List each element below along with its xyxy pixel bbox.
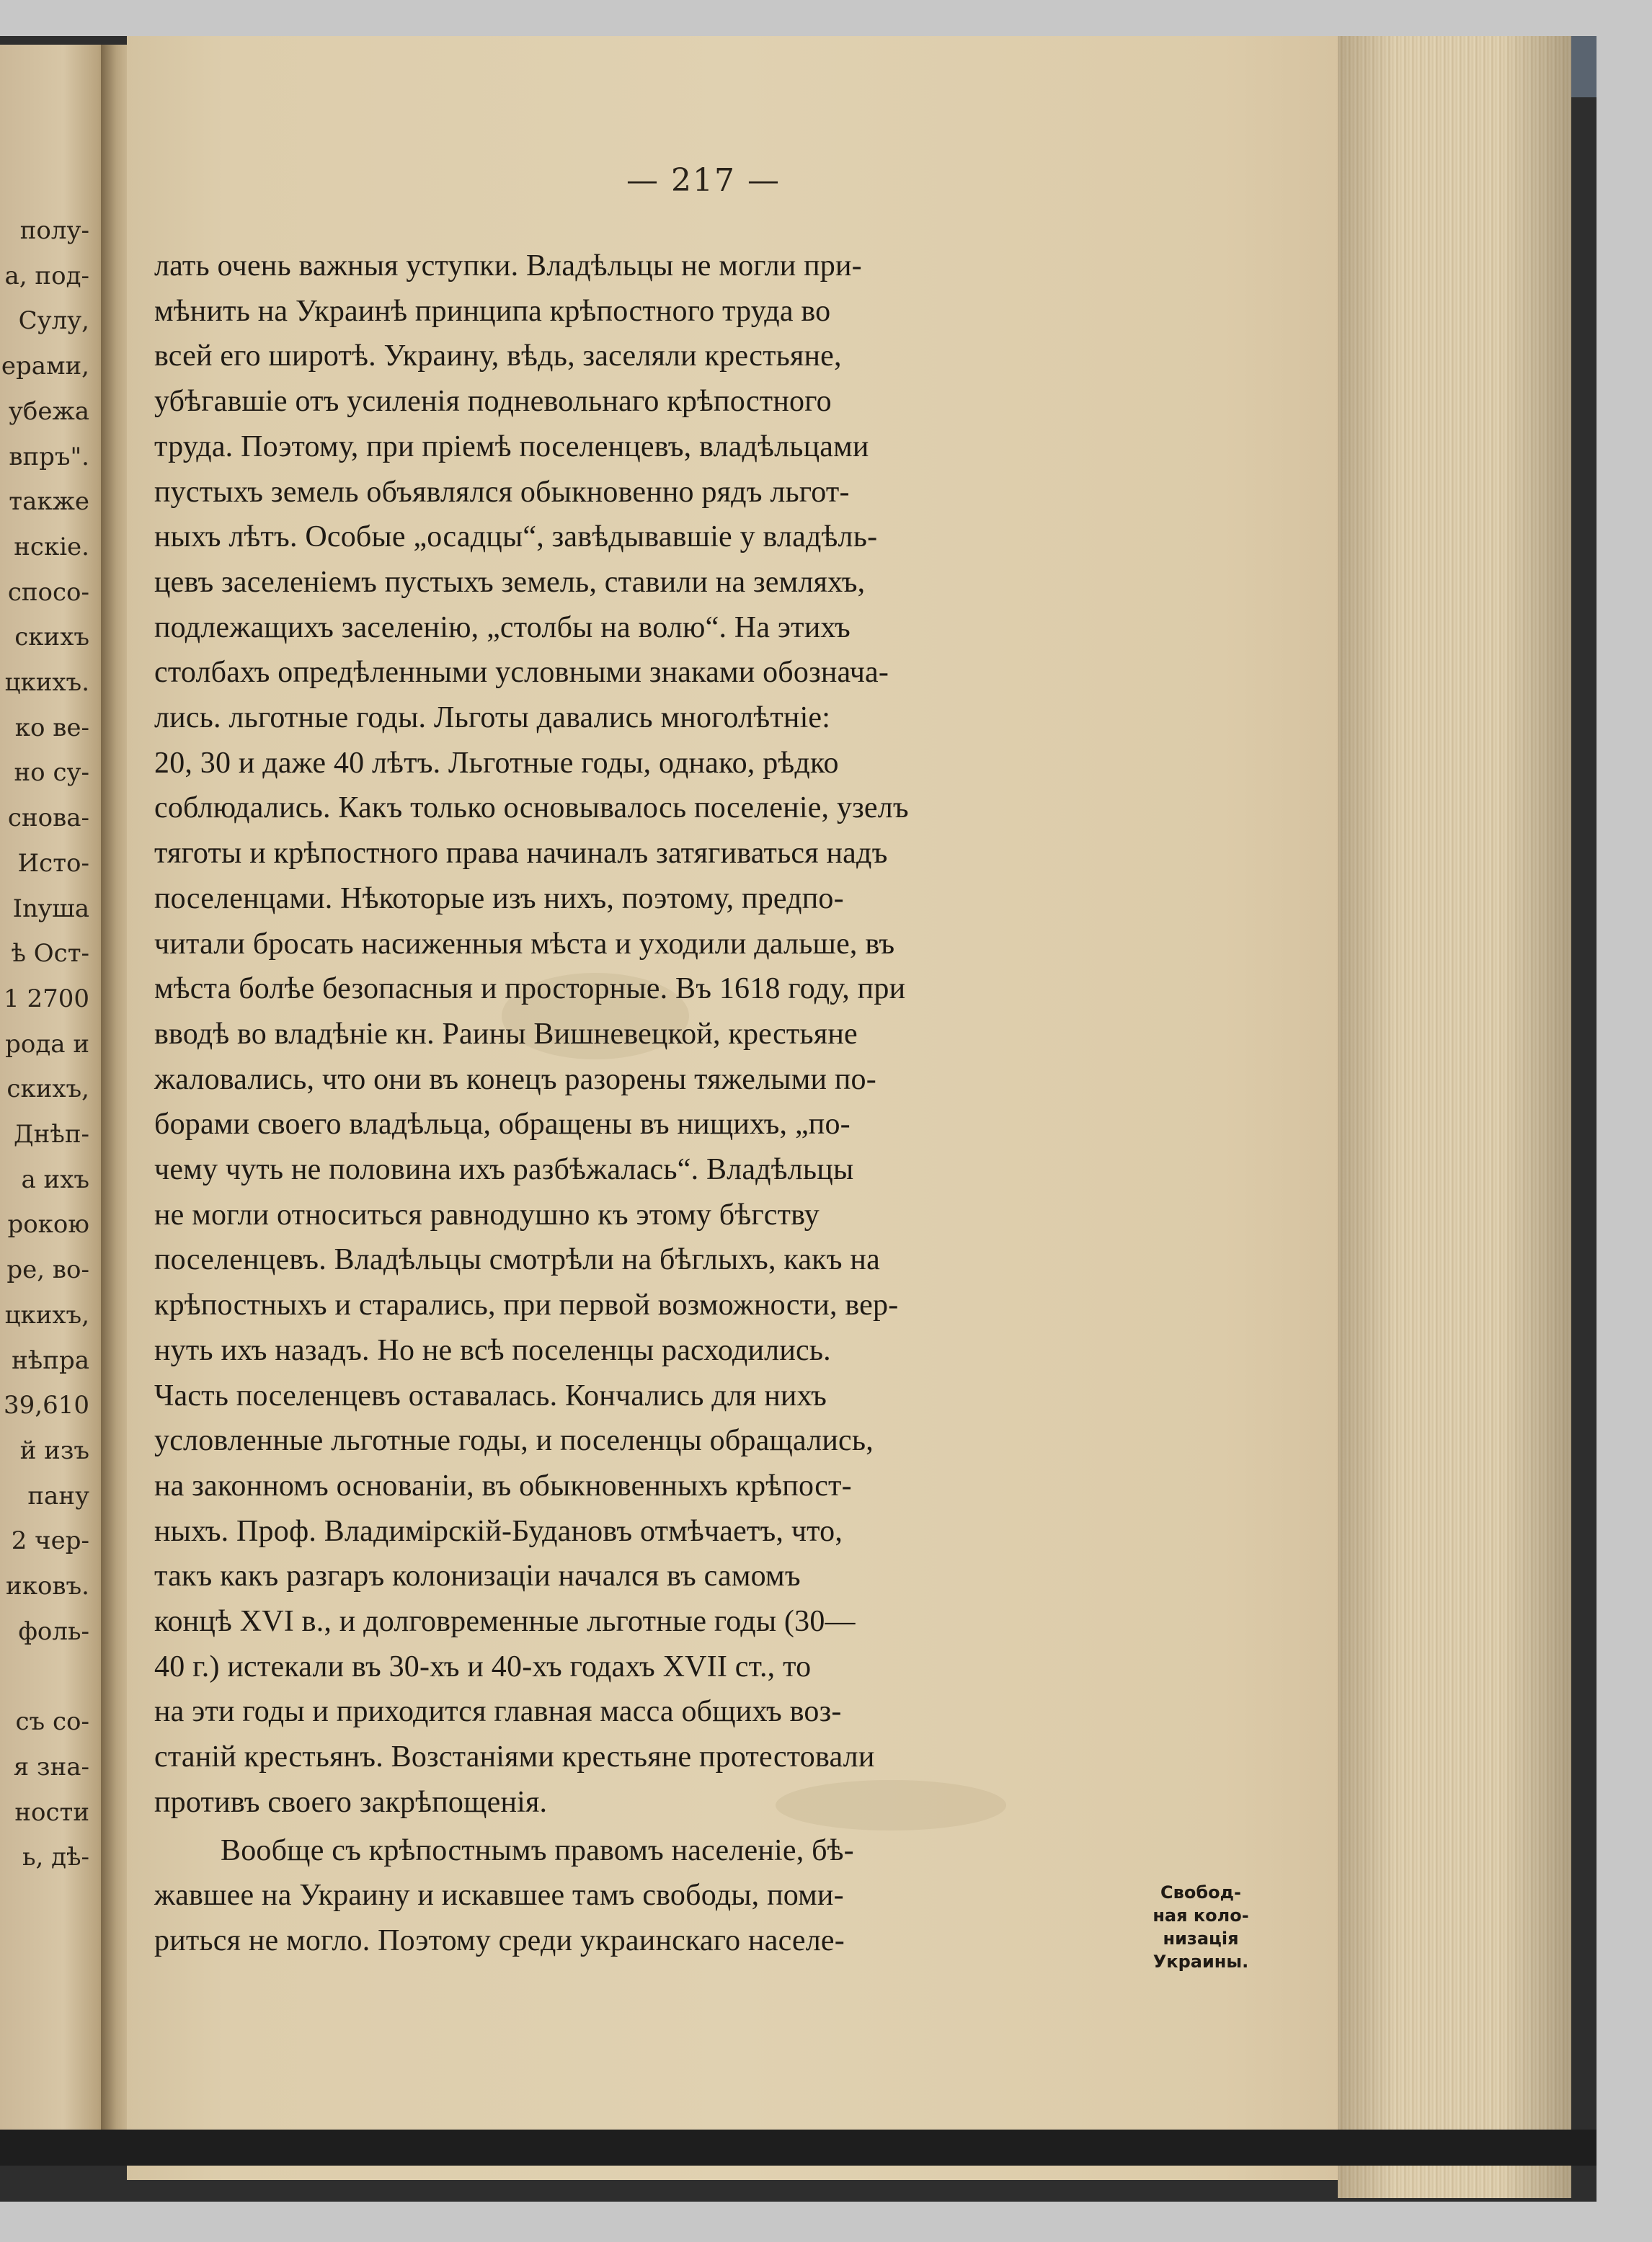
left-page-line: Сулу, <box>18 306 89 336</box>
bottom-band <box>0 2130 1597 2166</box>
left-page-line: цкихъ, <box>4 1300 89 1330</box>
text-line: подлежащихъ заселенію, „столбы на волю“. На этихъ <box>154 610 851 644</box>
left-page-line: й изъ <box>19 1436 89 1465</box>
scanner-edge-block <box>1571 36 1597 97</box>
text-line: читали бросать насиженныя мѣста и уходили дальше, въ <box>154 927 895 961</box>
left-page-line: Днѣп- <box>14 1120 89 1149</box>
text-line: тяготы и крѣпостного права начиналъ затягиваться надъ <box>154 837 888 871</box>
margin-note <box>1136 1881 1266 1973</box>
left-page-line: спосо- <box>7 577 89 607</box>
margin-note-line: низація <box>1163 1929 1239 1949</box>
left-page-line: а ихъ <box>21 1165 89 1194</box>
left-page-line: Исто- <box>17 848 89 878</box>
left-page-line: ѣ Ост- <box>11 939 89 969</box>
left-page-line: пану <box>27 1481 89 1511</box>
text-line: не могли относиться равнодушно къ этому бѣгству <box>154 1198 820 1232</box>
text-line: убѣгавшіе отъ усиленія подневольнаго крѣпостного <box>154 385 832 419</box>
text-line: на законномъ основаніи, въ обыкновенныхъ крѣпост- <box>154 1469 852 1503</box>
left-page-line: убежа <box>8 396 89 426</box>
text-line: такъ какъ разгаръ колонизаціи начался въ самомъ <box>154 1560 801 1593</box>
text-line: крѣпостныхъ и старались, при первой возможности, вер- <box>154 1289 899 1322</box>
margin-note-line: Свобод- <box>1160 1882 1241 1903</box>
text-line: борами своего владѣльца, обращены въ нищихъ, „по- <box>154 1108 851 1142</box>
text-line: на эти годы и приходится главная масса общихъ воз- <box>154 1695 842 1729</box>
left-page-line: ности <box>14 1797 89 1827</box>
left-page-line: 1 2700 <box>4 984 89 1013</box>
text-line: поселенцами. Нѣкоторые изъ нихъ, поэтому, предпо- <box>154 881 844 915</box>
left-page-line: иковъ. <box>6 1572 89 1601</box>
left-page-line: скихъ <box>14 623 89 652</box>
text-line: лать очень важныя уступки. Владѣльцы не могли при- <box>154 249 862 283</box>
text-line: всей его широтѣ. Украину, вѣдь, заселяли крестьяне, <box>154 339 842 373</box>
left-page-line: ко ве- <box>14 713 89 742</box>
text-line: вводѣ во владѣніе кн. Раины Вишневецкой, крестьяне <box>154 1017 858 1051</box>
text-line: чему чуть не половина ихъ разбѣжалась“. Владѣльцы <box>154 1153 854 1186</box>
text-line: риться не могло. Поэтому среди украинскаго населе- <box>154 1923 845 1957</box>
text-line: Часть поселенцевъ оставалась. Кончались для нихъ <box>154 1379 827 1413</box>
text-line: нуть ихъ назадъ. Но не всѣ поселенцы расходились. <box>154 1333 831 1367</box>
left-page-line: Inyша <box>12 894 89 923</box>
text-line: концѣ XVI в., и долговременные льготные годы (30— <box>154 1605 856 1638</box>
text-line: жаловались, что они въ конецъ разорены тяжелыми по- <box>154 1062 876 1096</box>
text-line: поселенцевъ. Владѣльцы смотрѣли на бѣглыхъ, какъ на <box>154 1243 880 1277</box>
edge-shade <box>1338 36 1571 2198</box>
text-line: ныхъ лѣтъ. Особые „осадцы“, завѣдывавшіе у владѣль- <box>154 520 878 554</box>
left-page-line: съ со- <box>15 1707 89 1737</box>
text-line: соблюдались. Какъ только основывалось поселеніе, узелъ <box>154 791 909 825</box>
left-page-line: нскіе. <box>14 532 89 561</box>
left-page-line: а, под- <box>4 261 89 290</box>
left-page-line: 2 чер- <box>11 1526 89 1556</box>
text-line: условленные льготные годы, и поселенцы обращались, <box>154 1424 874 1458</box>
left-page-line: снова- <box>7 804 89 833</box>
left-page-line: рокою <box>7 1210 89 1240</box>
text-line: мѣнить на Украинѣ принципа крѣпостного труда во <box>154 294 831 328</box>
text-line: Вообще съ крѣпостнымъ правомъ населеніе, бѣ- <box>221 1833 854 1867</box>
left-page-line: но су- <box>14 758 89 788</box>
left-page-line: фоль- <box>18 1616 89 1646</box>
text-line: ныхъ. Проф. Владимірскій-Будановъ отмѣчаетъ, что, <box>154 1514 843 1548</box>
main-page <box>127 36 1345 2180</box>
page-number: — 217 — <box>626 162 781 199</box>
left-page-line: впръ". <box>9 442 89 471</box>
left-page-line: ре, во- <box>6 1255 89 1285</box>
text-line: пустыхъ земель объявлялся обыкновенно рядъ льгот- <box>154 475 850 509</box>
text-line: станій крестьянъ. Возстаніями крестьяне протестовали <box>154 1740 875 1774</box>
margin-note-line: ная коло- <box>1153 1905 1249 1926</box>
margin-note-line: Украины. <box>1153 1952 1249 1972</box>
text-line: жавшее на Украину и искавшее тамъ свободы, поми- <box>154 1879 844 1913</box>
left-page-line: скихъ, <box>6 1075 89 1104</box>
text-line: 40 г.) истекали въ 30-хъ и 40-хъ годахъ XVII ст., то <box>154 1650 812 1683</box>
text-line: цевъ заселеніемъ пустыхъ земель, ставили на земляхъ, <box>154 565 866 599</box>
text-line: мѣста болѣе безопасныя и просторные. Въ 1618 году, при <box>154 972 906 1006</box>
text-line: столбахъ опредѣленными условными знаками обознача- <box>154 656 889 690</box>
left-page-line: полу- <box>19 216 89 245</box>
left-page-line: рода и <box>5 1029 89 1059</box>
text-line: 20, 30 и даже 40 лѣтъ. Льготные годы, однако, рѣдко <box>154 746 839 780</box>
left-page-line: цкихъ. <box>4 668 89 697</box>
left-page-line: ь, дѣ- <box>22 1843 89 1872</box>
left-page-line: также <box>9 487 89 517</box>
left-page-line: я зна- <box>13 1752 89 1781</box>
left-page-line: ерами, <box>1 352 89 381</box>
paper-stain <box>776 1780 1006 1830</box>
page-edges <box>1338 36 1571 2198</box>
left-page-line: нѣпра <box>12 1345 89 1375</box>
text-line: противъ своего закрѣпощенія. <box>154 1785 548 1819</box>
text-line: труда. Поэтому, при пріемѣ поселенцевъ, владѣльцами <box>154 430 869 463</box>
text-line: лись. льготные годы. Льготы давались многолѣтніе: <box>154 701 831 734</box>
left-page <box>0 45 115 2156</box>
left-page-line: 39,610 <box>4 1391 89 1420</box>
